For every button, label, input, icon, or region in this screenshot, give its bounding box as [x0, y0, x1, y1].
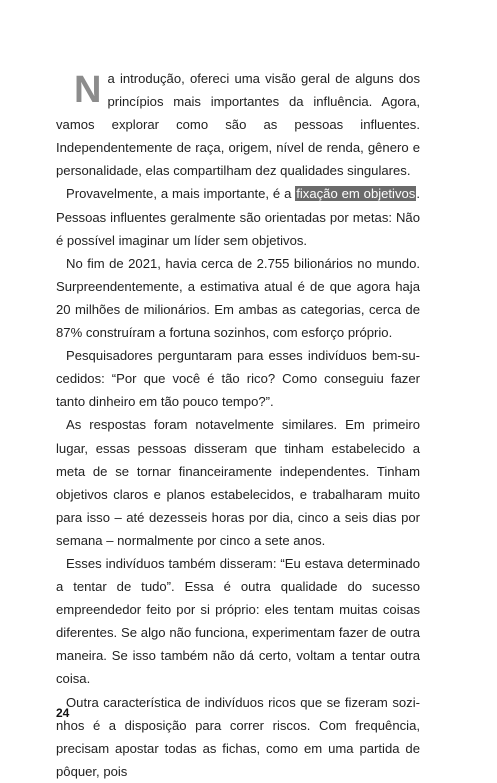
page-number: 24: [56, 706, 70, 720]
paragraph-2-text-after: . Pessoas influentes geralmente são orientadas por metas: Não é possível imaginar um líder sem objetivos.: [56, 186, 420, 248]
paragraph-2: [56, 182, 420, 251]
paragraph-1: [56, 67, 420, 182]
paragraph-6: Esses indivíduos também disseram: “Eu estava determinado a tentar de tudo”. Essa é outra qualidade do sucesso empreendedor feito por si próprio: eles tentam muitas coisas diferentes. Se algo não funciona, experimentam fazer de outra maneira. Se isso também não dá certo, voltam a tentar outra coisa.: [56, 555, 420, 687]
body-text: [56, 67, 420, 783]
paragraph-2-text-before: Provavelmente, a mais importante, é a: [66, 186, 296, 202]
paragraph-4: Pesquisadores perguntaram para esses indivíduos bem-sucedidos: “Por que você é tão rico? Como conseguiu fazer tanto dinheiro em tão pouco tempo?”.: [56, 348, 420, 410]
paragraph-1-text: a introdução, ofereci uma visão geral de alguns dos princípios mais importantes da influência. Agora, vamos explorar como são as pessoas influentes. Independentemente de raça, origem, nível de renda, gênero e personalidade, elas compartilham dez qualidades singulares.: [56, 71, 420, 179]
paragraph-7: Outra característica de indivíduos ricos que se fizeram sozinhos é a disposição para correr riscos. Com frequência, precisam apostar todas as fichas, como em uma partida de pôquer, pois: [56, 694, 420, 779]
paragraph-3: No fim de 2021, havia cerca de 2.755 bilionários no mundo. Surpreendentemente, a estimativa atual é de que agora haja 20 milhões de milionários. Em ambas as categorias, cerca de 87% construíram a fortuna sozinhos, com esforço próprio.: [56, 255, 420, 341]
paragraph-5: As respostas foram notavelmente similares. Em primeiro lugar, essas pessoas disseram que tinham estabelecido a meta de se tornar financeiramente independentes. Tinham objetivos claros e planos estabelecidos, e trabalharam muito para isso – até dezesseis horas por dia, cinco a seis dias por semana – normalmente por cinco a sete anos.: [56, 417, 420, 548]
drop-cap: N: [74, 69, 102, 111]
highlighted-phrase[interactable]: fixação em objetivos: [296, 186, 416, 202]
